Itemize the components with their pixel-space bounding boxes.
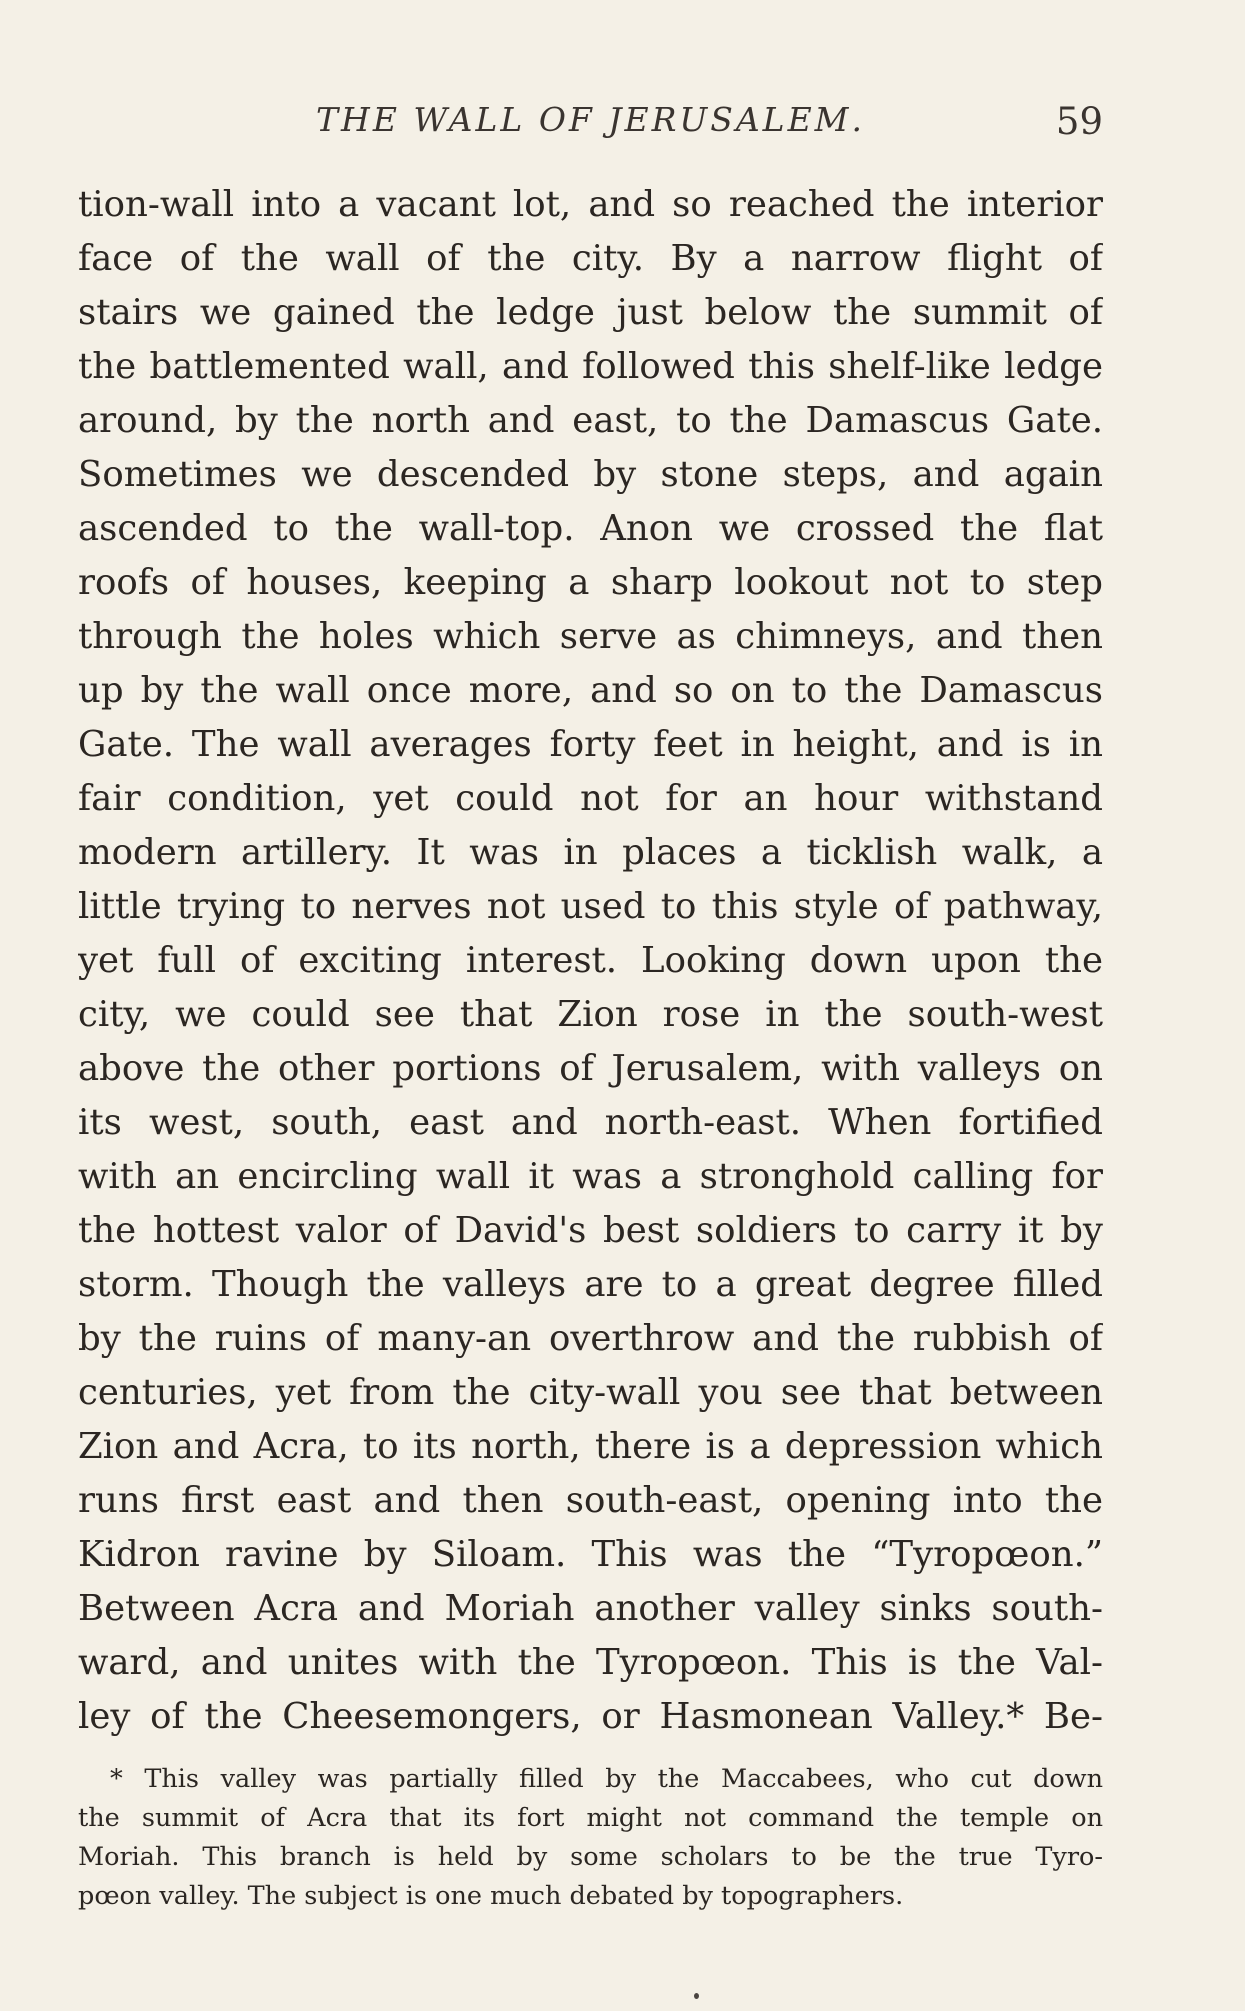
body-line: ward, and unites with the Tyropœon. This is the Val-: [78, 1642, 1103, 1683]
page-number: 59: [1055, 100, 1103, 143]
running-title: THE WALL OF JERUSALEM.: [316, 100, 865, 139]
body-line: Sometimes we descended by stone steps, and again: [78, 454, 1103, 495]
running-head: [78, 100, 1103, 150]
body-line: little trying to nerves not used to this style of pathway,: [78, 886, 1103, 927]
body-line: yet full of exciting interest. Looking down upon the: [78, 940, 1103, 981]
footnote-line: pœon valley. The subject is one much debated by topographers.: [78, 1881, 904, 1911]
body-line: through the holes which serve as chimneys, and then: [78, 616, 1103, 657]
body-line: ley of the Cheesemongers, or Hasmonean Valley.* Be-: [78, 1696, 1103, 1737]
body-line: Kidron ravine by Siloam. This was the “Tyropœon.”: [78, 1534, 1103, 1575]
body-line: ascended to the wall-top. Anon we crossed the flat: [78, 508, 1103, 549]
footnote-line: * This valley was partially filled by the Maccabees, who cut down: [110, 1764, 1103, 1794]
body-line: the battlemented wall, and followed this shelf-like ledge: [78, 346, 1103, 387]
body-line: Zion and Acra, to its north, there is a depression which: [78, 1426, 1103, 1467]
body-line: up by the wall once more, and so on to the Damascus: [78, 670, 1103, 711]
body-line: fair condition, yet could not for an hour withstand: [78, 778, 1103, 819]
body-text: [78, 178, 1103, 1744]
body-line: storm. Though the valleys are to a great degree filled: [78, 1264, 1103, 1305]
body-line: stairs we gained the ledge just below the summit of: [78, 292, 1103, 333]
body-line: face of the wall of the city. By a narrow flight of: [78, 238, 1103, 279]
body-line: Between Acra and Moriah another valley sinks south-: [78, 1588, 1103, 1629]
body-line: above the other portions of Jerusalem, with valleys on: [78, 1048, 1103, 1089]
footnote-line: Moriah. This branch is held by some scholars to be the true Tyro-: [78, 1842, 1103, 1872]
body-line: city, we could see that Zion rose in the south-west: [78, 994, 1103, 1035]
body-line: roofs of houses, keeping a sharp lookout not to step: [78, 562, 1103, 603]
body-line: the hottest valor of David's best soldiers to carry it by: [78, 1210, 1103, 1251]
body-line: by the ruins of many-an overthrow and the rubbish of: [78, 1318, 1103, 1359]
body-line: runs first east and then south-east, opening into the: [78, 1480, 1103, 1521]
body-line: tion-wall into a vacant lot, and so reached the interior: [78, 184, 1103, 225]
body-line: around, by the north and east, to the Damascus Gate.: [78, 400, 1103, 441]
body-line: with an encircling wall it was a stronghold calling for: [78, 1156, 1103, 1197]
body-line: its west, south, east and north-east. When fortified: [78, 1102, 1103, 1143]
body-line: centuries, yet from the city-wall you see that between: [78, 1372, 1103, 1413]
footnote: [78, 1760, 1103, 1916]
body-line: modern artillery. It was in places a ticklish walk, a: [78, 832, 1103, 873]
footnote-line: the summit of Acra that its fort might not command the temple on: [78, 1803, 1103, 1833]
body-line: Gate. The wall averages forty feet in height, and is in: [78, 724, 1103, 765]
ink-speck: [694, 1993, 699, 1999]
